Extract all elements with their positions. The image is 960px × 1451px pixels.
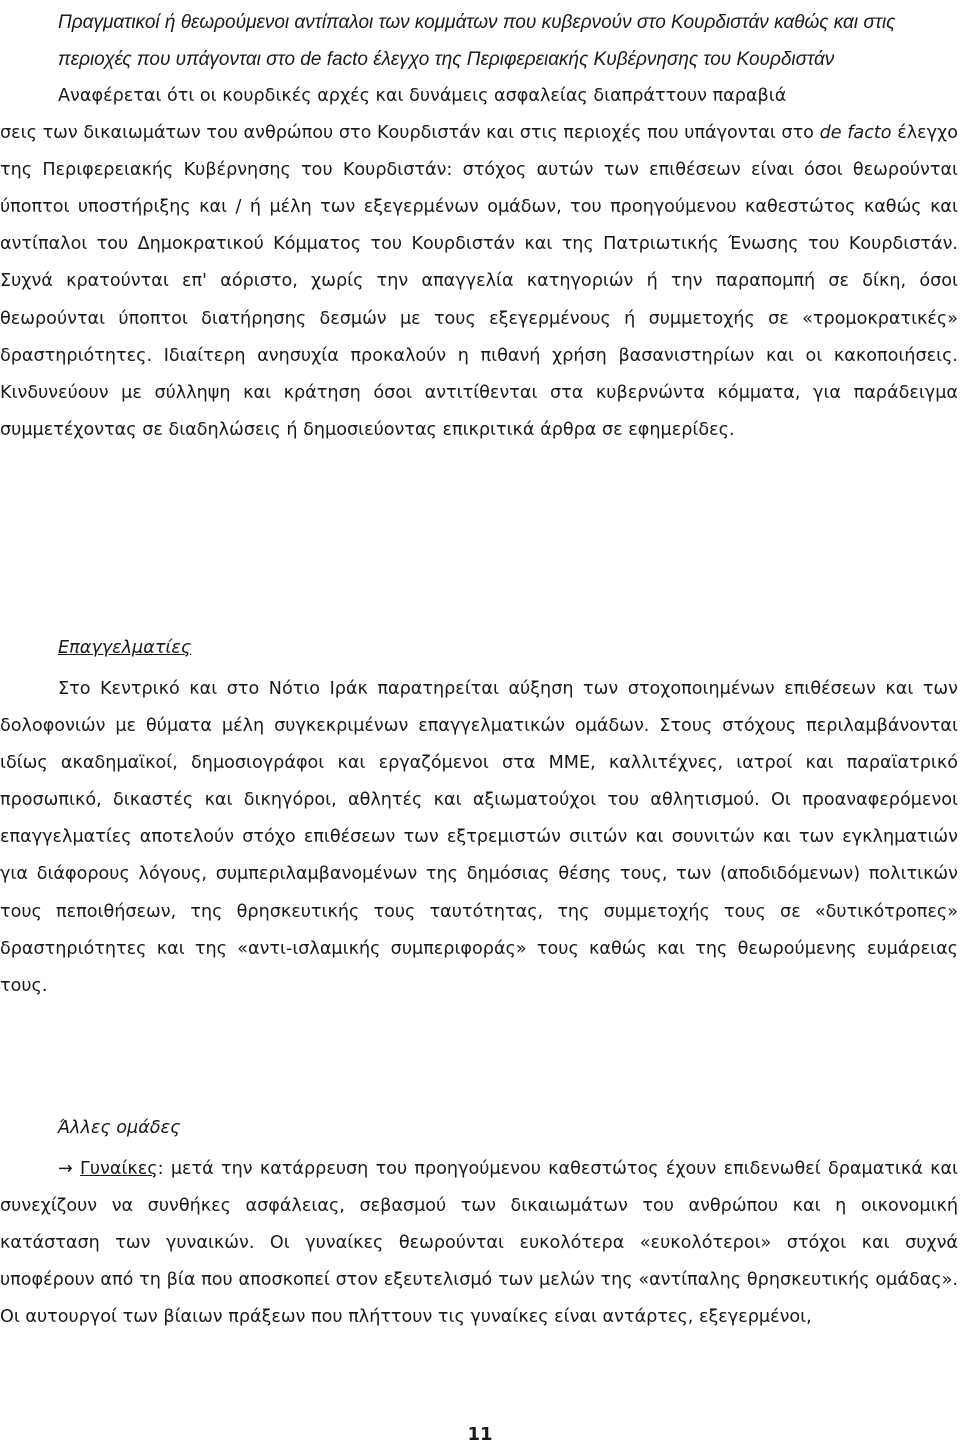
section-heading-other-groups: Άλλες ομάδες [58,1118,181,1138]
paragraph-italic-term: de facto [819,123,892,144]
page-number: 11 [467,1424,493,1445]
section-heading-opponents: Πραγματικοί ή θεωρούμενοι αντίπαλοι των κομμάτων που κυβερνούν στο Κουρδιστάν καθώς και στις περιοχές που υπάγονται στο de facto έλεγχο της Περιφερειακής Κυβέρνησης του Κουρδιστάν [58,12,896,70]
arrow-icon: → [58,1159,73,1179]
paragraph-opponents [0,86,958,449]
women-text: : μετά την κατάρρευση του προηγούμενου καθεστώτος έχουν επιδενωθεί δραματικά και συνεχίζουν να συνθήκες ασφάλειας, σεβασμού των δικαιωμάτων του ανθρώπου και η οικονομική κατάσταση των γυναικών. Οι γυναίκες θεωρούνται ευκολότερα «ευκολότεροι» στόχοι και συχνά υποφέρουν από τη βία που αποσκοπεί στον εξευτελισμό των μελών της «αντίπαλης θρησκευτικής ομάδας». Οι αυτουργοί των βίαιων πράξεων που πλήττουν τις γυναίκες είναι αντάρτες, εξεγερμένοι, [0,1159,958,1328]
section-heading-professionals: Επαγγελματίες [58,638,192,658]
paragraph-professionals: Στο Κεντρικό και στο Νότιο Ιράκ παρατηρείται αύξηση των στοχοποιημένων επιθέσεων και των δολοφονιών με θύματα μέλη συγκεκριμένων επαγγελματικών ομάδων. Στους στόχους περιλαμβάνονται ιδίως ακαδημαϊκοί, δημοσιογράφοι και εργαζόμενοι στα ΜΜΕ, καλλιτέχνες, ιατροί και παραϊατρικό προσωπικό, δικαστές και δικηγόροι, αθλητές και αξιωματούχοι του αθλητισμού. Οι προαναφερόμενοι επαγγελματίες αποτελούν στόχο επιθέσεων των εξτρεμιστών σιιτών και σουνιτών και των εγκληματιών για διάφορους λόγους, συμπεριλαμβανομένων της δημόσιας θέσης τους, των (αποδιδόμενων) πολιτικών τους πεποιθήσεων, της θρησκευτικής τους ταυτότητας, της συμμετοχής τους σε «δυτικότροπες» δραστηριότητες και της «αντι-ισλαμικής συμπεριφοράς» τους καθώς και της θεωρούμενης ευμάρειας τους. [0,679,958,996]
paragraph-first-line: Αναφέρεται ότι οι κουρδικές αρχές και δυνάμεις ασφαλείας διαπράττουν παραβιά [58,86,787,106]
paragraph-text-a: σεις των δικαιωμάτων του ανθρώπου στο Κουρδιστάν και στις περιοχές που υπάγονται στο [0,123,820,144]
paragraph-women [0,1151,958,1336]
paragraph-text-b: έλεγχο της Περιφερειακής Κυβέρνησης του Κουρδιστάν: στόχος αυτών των επιθέσεων είναι όσοι θεωρούνται ύποπτοι υποστήριξης και / ή μέλη των εξεγερμένων ομάδων, του προηγούμενου καθεστώτος καθώς και αντίπαλοι του Δημοκρατικού Κόμματος του Κουρδιστάν και της Πατριωτικής Ένωσης του Κουρδιστάν. Συχνά κρατούνται επ' αόριστο, χωρίς την απαγγελία κατηγοριών ή την παραπομπή σε δίκη, όσοι θεωρούνται ύποπτοι διατήρησης δεσμών με τους εξεγερμένους ή συμμετοχής σε «τρομοκρατικές» δραστηριότητες. Ιδιαίτερη ανησυχία προκαλούν η πιθανή χρήση βασανιστηρίων και οι κακοποιήσεις. Κινδυνεύουν με σύλληψη και κράτηση όσοι αντιτίθενται στα κυβερνώντα κόμματα, για παράδειγμα συμμετέχοντας σε διαδηλώσεις ή δημοσιεύοντας επικριτικά άρθρα σε εφημερίδες. [0,123,958,440]
women-label: Γυναίκες [80,1159,158,1179]
